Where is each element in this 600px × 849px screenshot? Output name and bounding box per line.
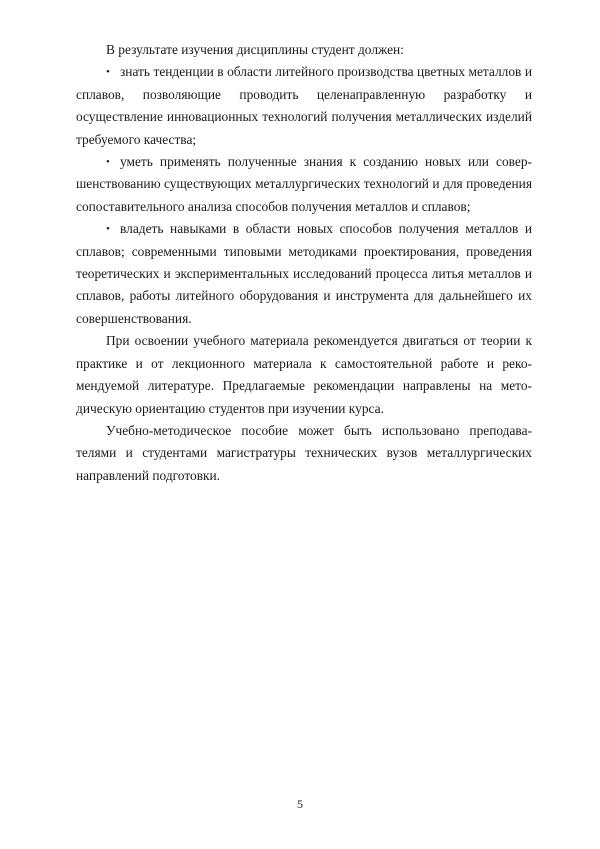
bullet-item-abilities [76,218,532,330]
page-number: 5 [297,797,303,811]
bullet-icon: • [106,223,110,236]
bullet-item-knowledge [76,61,532,151]
bullet-text: уметь применять полученные знания к созданию новых или совершенствованию существующих металлургических технологий и для проведения сопоставительного анализа способов получения металлов и сплавов; [76,154,532,214]
recommendation-paragraph: При освоении учебного материала рекомендуется двигаться от теории к практике и от лекционного материала к самостоятельной работе и рекомендуемой литературе. Предлагаемые рекомендации направлены на методическую ориентацию студентов при изучении курса. [76,333,532,416]
bullet-icon: • [106,66,110,79]
bullet-icon: • [106,156,110,169]
bullet-text: владеть навыками в области новых способов получения металлов и сплавов; современными типовыми методиками проектирования, проведения теоретических и экспериментальных исследований процесса литья металлов и сплавов, работы литейного оборудования и инструмента для дальнейшего их совершенствования. [76,221,532,326]
bullet-text: знать тенденции в области литейного производства цветных металлов и сплавов, позволяющие проводить целенаправленную разработку и осуществление инновационных технологий получения металлических изделий требуемого качества; [76,64,532,147]
bullet-item-skills [76,151,532,218]
intro-paragraph: В результате изучения дисциплины студент должен: [106,42,404,57]
body-text [76,39,532,487]
audience-paragraph: Учебно-методическое пособие может быть использовано преподавателями и студентами магистратуры технических вузов металлургических направлений подготовки. [76,422,532,483]
